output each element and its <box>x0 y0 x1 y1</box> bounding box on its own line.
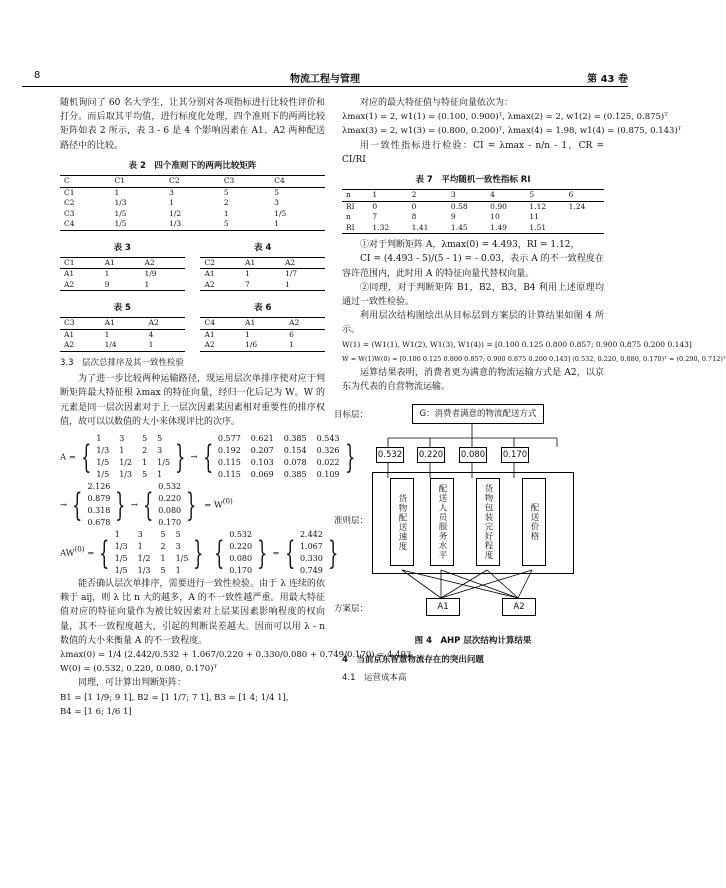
table-header-cell: C3 <box>223 176 235 186</box>
matrix-cell: 1 <box>114 529 120 539</box>
matrix-cell: 2 <box>142 445 148 455</box>
B-matrices: B1 = [1 1/9; 9 1], B2 = [1 1/7; 7 1], B3 = [1 4; 1/4 1], <box>60 692 289 703</box>
table-row <box>342 201 604 212</box>
W0-transpose: W(0) = (0.532, 0.220, 0.080, 0.170)ᵀ <box>60 664 218 675</box>
table-cell: 1 <box>104 329 110 339</box>
table-cell: 1.45 <box>450 222 468 232</box>
matrix-cell: 1 <box>137 541 143 551</box>
page-number: 8 <box>34 70 41 81</box>
eigen-line-1: λmax(1) = 2, w1(1) = (0.100, 0.900)ᵀ, λmax(2) = 2, w1(2) = (0.125, 0.875)ᵀ <box>342 112 668 123</box>
vector-W0-equation: → { 2.126 0.879 0.318 0.678 } → { 0.532 0.220 0.080 0.170 } = $W^{(0)}$ <box>60 481 233 527</box>
criterion-speed: 货物配送速度 <box>390 478 414 566</box>
ci-definition: 用一致性指标进行检验：CI = λmax - n/n - 1，CR = CI/RI <box>342 140 604 165</box>
table-cell: 1 <box>148 340 154 350</box>
table-row <box>60 219 325 230</box>
matrix-cell: 3 <box>119 433 125 443</box>
vector-cell: 0.749 <box>299 565 323 575</box>
matrix-A-normalized <box>218 433 340 481</box>
table-cell: 4 <box>148 329 154 339</box>
para-consistency: 能否确认层次单排序，需要进行一致性检验。由于 λ 连续的依赖于 aij，则 λ 比 n 大的越多，A 的不一致性越严重。用最大特征值对应的特征向量作为被比较因素对上层某因素影响程度的权向量，其不一致程度越大，引起的判断误差越大。因而可以用 λ - n 数值的大小来衡量 A 的不一致程度。 <box>60 578 325 646</box>
table-cell: 6 <box>568 190 574 200</box>
table-cell: 1 <box>245 329 250 339</box>
table-cell: 6 <box>289 329 294 339</box>
matrix-cell: 5 <box>160 565 166 575</box>
table-cell: 9 <box>104 279 110 289</box>
table-cell: A2 <box>204 279 215 289</box>
B4-matrix: B4 = [1 6; 1/6 1] <box>60 706 132 717</box>
vector-cell: 0.080 <box>229 553 253 563</box>
header-rule <box>22 86 628 87</box>
matrix-cell: 1/3 <box>119 469 133 479</box>
table-cell: 0 <box>411 201 417 211</box>
vector-cell: 0.532 <box>229 529 253 539</box>
figure4-caption: 图 4 AHP 层次结构计算结果 <box>414 636 532 647</box>
matrix-cell: 1 <box>160 553 166 563</box>
table-cell: 1 <box>223 208 229 218</box>
table-cell: 1/5 <box>114 219 127 229</box>
table-cell: 1/2 <box>169 208 182 218</box>
matrix-cell: 1/3 <box>137 565 151 575</box>
table-cell: 3 <box>169 187 174 197</box>
criterion-service: 配送人员服务水平 <box>430 478 454 566</box>
table-cell: 1 <box>274 219 280 229</box>
eigen-line-2: λmax(3) = 2, w1(3) = (0.800, 0.200)ᵀ, λmax(4) = 1.98, w1(4) = (0.875, 0.143)ᵀ <box>342 126 682 137</box>
weight-box-2: 0.220 <box>417 447 445 463</box>
matrix-cell: 1/5 <box>96 469 110 479</box>
table-cell: 3 <box>274 198 280 208</box>
table-header-cell: C <box>64 176 70 186</box>
matrix-cell: 0.109 <box>316 469 340 479</box>
table-cell: 5 <box>529 190 535 200</box>
matrix-cell: 1/5 <box>157 457 171 467</box>
vector-cell: 0.170 <box>229 565 253 575</box>
matrix-cell: 5 <box>160 529 166 539</box>
matrix-cell: 1 <box>175 565 181 575</box>
matrix-cell: 0.577 <box>217 433 241 443</box>
vector-cell: 0.080 <box>158 505 182 515</box>
table-cell: 1.12 <box>529 201 547 211</box>
matrix-cell: 3 <box>175 541 181 551</box>
table-header-cell: C2 <box>169 176 180 186</box>
table-cell: 7 <box>372 212 378 222</box>
table-row <box>60 329 185 340</box>
table-cell: 1 <box>104 269 110 279</box>
table-cell: 1/5 <box>274 208 287 218</box>
matrix-cell: 1/5 <box>96 457 110 467</box>
ci-calculation: CI = (4.493 - 5)/(5 - 1) = - 0.03，表示 A 的不一致程度在容许范围内，此时用 A 的特征向量代替权向量。 <box>342 254 604 279</box>
vector-cell: 1.067 <box>299 541 323 551</box>
criterion-packaging: 货物包装完好程度 <box>476 478 500 566</box>
check-B: ②同理，对于判断矩阵 B1，B2，B3，B4 利用上述原理均通过一致性检验。 <box>342 282 604 308</box>
table-cell: C4 <box>64 219 75 229</box>
table-cell: 1/5 <box>114 208 127 218</box>
intro-paragraph: 随机询问了 60 名大学生，让其分别对各项指标进行比较性评价和打分。而后取其平均值，进行标度化处理，四个准则下的两两比较矩阵如表 2 所示，表 3 - 6 是 4 个影响因素在 A1、A2 两种配送路径中的比较。 <box>60 98 325 151</box>
matrix-A-equation: A = { 1 3 5 5 1/3 1 2 3 1/5 1/2 1 1/5 1/5 1/3 5 1 } → { 0.577 0.621 0.385 0.543 0.192 0.207 0.154 0.326 0.115 0.103 0.078 0.022 0.115 0.069 0.385 0.109 } <box>60 433 355 479</box>
table-header-cell: A1 <box>104 257 115 267</box>
matrix-cell: 0.022 <box>316 457 340 467</box>
table-cell: 10 <box>490 212 500 222</box>
AW0-equation: $AW^{(0)}$ = { 1 3 5 5 1/3 1 2 3 1/5 1/2 1 1/5 1/5 1/3 5 1 } { 0.532 0.220 0.080 0.170 } = { 2.442 1.067 0.330 0.749 } <box>60 529 339 575</box>
matrix-cell: 5 <box>157 433 163 443</box>
table-cell: A1 <box>204 329 215 339</box>
vector-cell: 0.879 <box>87 493 111 503</box>
table-cell: RI <box>346 222 355 232</box>
table-header-cell: A2 <box>148 318 159 328</box>
table-row <box>342 190 604 202</box>
lambda-max-equation: λmax(0) = 1/4 (2.442/0.532 + 1.067/0.220 + 0.330/0.080 + 0.749/0.170) = 4.493 <box>60 649 412 660</box>
table2 <box>60 175 325 231</box>
matrix-cell: 1/5 <box>114 553 128 563</box>
table-row <box>200 340 325 351</box>
table-cell: C3 <box>64 208 75 218</box>
para-similarly: 同理，可计算出判断矩阵： <box>78 678 187 689</box>
matrix-A <box>96 433 170 481</box>
matrix-cell: 5 <box>142 433 148 443</box>
W1-equation: W(1) = (W1(1), W1(2), W1(3), W1(4)) = [0.100 0.125 0.800 0.857; 0.900 0.875 0.200 0.143] <box>342 339 692 349</box>
table-header-cell: A2 <box>284 257 296 267</box>
table-cell: 5 <box>223 219 229 229</box>
vector-cell: 0.170 <box>158 517 182 527</box>
matrix-cell: 5 <box>142 469 148 479</box>
table-cell: C2 <box>64 198 75 208</box>
table-header-cell: A1 <box>104 318 115 328</box>
W-equation: W = W(1)W(0) = [0.100 0.125 0.800 0.857; 0.900 0.875 0.200 0.143] (0.532, 0.220, 0.080, 0.170)ᵀ = (0.290, 0.712)ᵀ <box>342 354 726 363</box>
matrix-cell: 0.103 <box>250 457 274 467</box>
table-cell: RI <box>346 201 355 211</box>
matrix-cell: 1 <box>142 457 148 467</box>
table-cell: 1/6 <box>245 340 258 350</box>
table-cell: 1/7 <box>284 269 298 279</box>
table5 <box>60 317 185 352</box>
matrix-cell: 1/3 <box>114 541 128 551</box>
table-cell: 9 <box>450 212 456 222</box>
table-cell: 0.90 <box>490 201 507 211</box>
table-cell <box>565 212 604 223</box>
table-cell: 1/9 <box>144 269 157 279</box>
table-cell: 3 <box>450 190 456 200</box>
matrix-cell: 1 <box>119 445 125 455</box>
table-cell: 1 <box>372 190 378 200</box>
matrix-A-copy <box>115 529 189 577</box>
page-header <box>22 70 628 84</box>
matrix-cell: 0.154 <box>283 445 307 455</box>
table-cell: 5 <box>274 187 280 197</box>
matrix-cell: 1 <box>157 469 163 479</box>
table-header-cell: A1 <box>245 318 256 328</box>
table-cell: 1 <box>284 279 290 289</box>
matrix-cell: 0.326 <box>316 445 340 455</box>
table-cell: 11 <box>529 212 539 222</box>
goal-layer-label: 目标层： <box>334 410 369 421</box>
table-cell: 1.32 <box>372 222 390 232</box>
vector-cell: 2.126 <box>87 481 111 491</box>
table-cell: 2 <box>411 190 417 200</box>
eigen-intro: 对应的最大特征值与特征向量依次为： <box>360 98 514 108</box>
table-header-cell: C4 <box>204 318 215 328</box>
matrix-cell: 1/5 <box>175 553 189 563</box>
table6-caption: 表 6 <box>254 303 272 314</box>
table-cell: 1 <box>114 187 120 197</box>
matrix-cell: 1/5 <box>114 565 128 575</box>
matrix-cell: 0.385 <box>283 469 307 479</box>
table2-caption: 表 2 四个准则下的两两比较矩阵 <box>128 160 257 171</box>
table4-caption: 表 4 <box>254 242 272 253</box>
table-cell: A2 <box>64 279 75 289</box>
matrix-cell: 2 <box>160 541 166 551</box>
volume-label: 第 43 卷 <box>587 74 628 85</box>
W0-vector <box>158 481 181 529</box>
table-cell: n <box>346 190 351 200</box>
table-cell: 5 <box>223 187 229 197</box>
table-cell: A1 <box>204 269 215 279</box>
table-row <box>60 187 325 198</box>
table-cell: 1/3 <box>114 198 127 208</box>
plan-A1: A1 <box>426 598 460 616</box>
table6 <box>200 317 325 352</box>
table7-caption: 表 7 平均随机一致性指标 RI <box>415 175 531 186</box>
matrix-cell: 0.115 <box>217 457 241 467</box>
matrix-cell: 0.207 <box>250 445 274 455</box>
matrix-cell: 0.078 <box>283 457 307 467</box>
journal-title: 物流工程与管理 <box>290 74 360 85</box>
table-cell: 0.58 <box>450 201 468 211</box>
table3 <box>60 257 185 292</box>
ahp-hierarchy-figure <box>334 402 604 632</box>
matrix-cell: 1 <box>96 433 102 443</box>
plan-layer-label: 方案层： <box>334 604 369 615</box>
section-4-heading: 4 当前京东智慧物流存在的突出问题 <box>342 654 484 665</box>
sum-vector <box>87 481 110 529</box>
weight-box-3: 0.080 <box>459 447 487 463</box>
table-header-cell: A1 <box>245 257 256 267</box>
table-cell: A1 <box>64 269 75 279</box>
goal-box: G：消费者满意的物流配送方式 <box>412 404 544 424</box>
matrix-cell: 3 <box>157 445 163 455</box>
matrix-cell: 0.543 <box>316 433 340 443</box>
criterion-price: 配送价格 <box>522 478 546 566</box>
matrix-cell: 0.621 <box>250 433 274 443</box>
vector-cell: 0.532 <box>158 481 182 491</box>
matrix-cell: 3 <box>137 529 143 539</box>
table7 <box>342 189 604 234</box>
table-row <box>60 269 185 280</box>
table4 <box>200 257 325 292</box>
table5-caption: 表 5 <box>113 303 131 314</box>
table-row <box>342 212 604 223</box>
table-cell <box>565 223 604 234</box>
table-row <box>60 280 185 291</box>
table-cell: 1 <box>144 279 150 289</box>
table-row <box>60 198 325 209</box>
section-4-1-heading: 4.1 运营成本高 <box>342 672 407 683</box>
table-cell: 8 <box>411 212 417 222</box>
table-row <box>200 329 325 340</box>
table-cell: 4 <box>490 190 495 200</box>
table-cell: 1 <box>245 269 250 279</box>
table-row <box>200 280 325 291</box>
table-header-cell: C1 <box>114 176 125 186</box>
matrix-cell: 0.385 <box>283 433 307 443</box>
vector-cell: 0.330 <box>299 553 323 563</box>
table-header-cell: A2 <box>289 318 300 328</box>
table-cell: 1 <box>169 198 174 208</box>
table-header-cell: C4 <box>274 176 285 186</box>
table-cell: n <box>346 212 351 222</box>
matrix-cell: 0.069 <box>250 469 274 479</box>
vector-cell: 0.318 <box>87 505 111 515</box>
para-ranking: 为了进一步比较两种运输路径，现运用层次单排序使对应于判断矩阵最大特征根 λmax 的特征向量，经归一化后记为 W。W 的元素是同一层次因素对于上一层次因素某因素相对重要性的排序权值，故可以以数值的大小来体现评比的次序。 <box>60 374 325 427</box>
weight-box-4: 0.170 <box>501 447 529 463</box>
table-header-cell: C3 <box>64 318 75 328</box>
table-cell: 2 <box>223 198 229 208</box>
W0-vector-copy <box>229 529 252 577</box>
matrix-cell: 0.192 <box>217 445 241 455</box>
table-cell: 1 <box>289 340 294 350</box>
matrix-cell: 1/2 <box>119 457 133 467</box>
table-cell: 7 <box>245 279 250 289</box>
table-cell: A1 <box>64 329 75 339</box>
criteria-layer-label: 准则层： <box>334 516 369 527</box>
table-cell: 1.51 <box>529 222 547 232</box>
table-row <box>60 209 325 220</box>
table-row <box>200 269 325 280</box>
figure-intro: 利用层次结构图绘出从目标层到方案层的计算结果如图 4 所示。 <box>342 311 604 336</box>
vector-cell: 2.442 <box>299 529 323 539</box>
table-cell: 1/4 <box>104 340 117 350</box>
AW0-vector <box>300 529 323 577</box>
vector-cell: 0.220 <box>158 493 182 503</box>
section-3-3-heading: 3.3 层次总排序及其一致性检验 <box>60 357 185 368</box>
right-column <box>334 96 726 687</box>
weight-box-1: 0.532 <box>376 447 404 463</box>
matrix-cell: 1/3 <box>96 445 110 455</box>
table-cell: A2 <box>204 340 215 350</box>
table-header-cell: C2 <box>204 257 215 267</box>
table-header-cell: C1 <box>64 257 75 267</box>
matrix-cell: 5 <box>175 529 181 539</box>
vector-cell: 0.220 <box>229 541 253 551</box>
table-cell: 0 <box>372 201 378 211</box>
plan-A2: A2 <box>502 598 536 616</box>
check-A: ①对于判断矩阵 A，λmax(0) = 4.493，RI = 1.12， <box>360 240 580 251</box>
table-cell: A2 <box>64 340 75 350</box>
table-row <box>342 223 604 234</box>
table-header-cell: A2 <box>144 257 155 267</box>
table-row <box>60 340 185 351</box>
matrix-cell: 0.115 <box>217 469 241 479</box>
table-cell: C1 <box>64 187 75 197</box>
table3-caption: 表 3 <box>113 242 131 253</box>
matrix-cell: 1/2 <box>137 553 151 563</box>
vector-cell: 0.678 <box>87 517 111 527</box>
table-cell: 1.41 <box>411 222 429 232</box>
table-cell: 1.49 <box>490 222 507 232</box>
table-cell: 1/3 <box>169 219 182 229</box>
result-paragraph: 运算结果表明，消费者更为满意的物流运输方式是 A2，以京东为代表的自营物流运输。 <box>342 368 604 393</box>
table-cell: 1.24 <box>568 201 586 211</box>
